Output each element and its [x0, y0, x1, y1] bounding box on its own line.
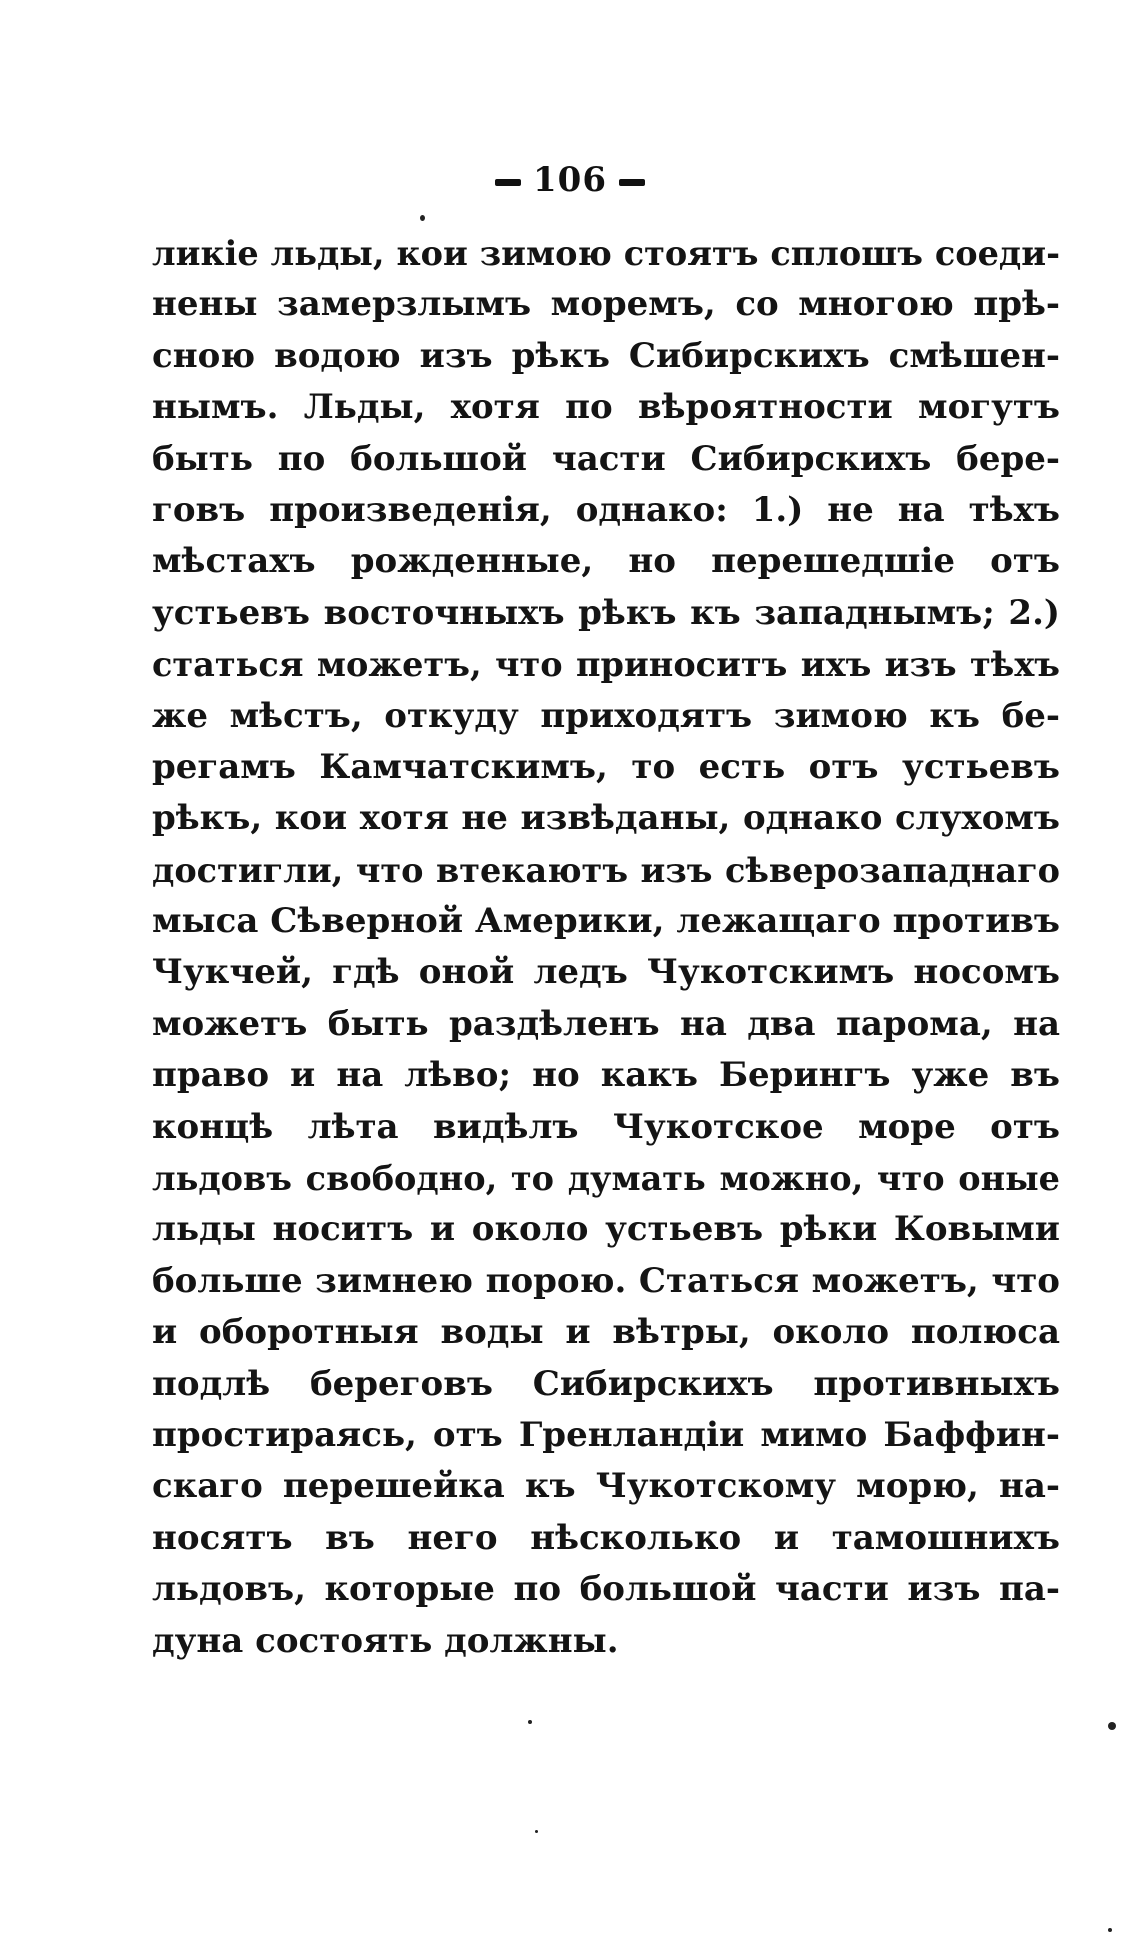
text-line: быть по большой части Сибирскихъ бере-	[152, 438, 1060, 479]
text-line: рѣкъ, кои хотя не извѣданы, однако слухомъ	[152, 798, 1060, 839]
body-text	[152, 228, 1060, 1667]
right-dash	[619, 179, 645, 186]
text-line: Чукчей, гдѣ оной ледъ Чукотскимъ носомъ	[152, 952, 1060, 993]
text-line: льдовъ, которые по большой части изъ па-	[152, 1569, 1060, 1610]
text-line: и оборотныя воды и вѣтры, около полюса	[152, 1312, 1060, 1353]
text-line: мыса Сѣверной Америки, лежащаго противъ	[152, 901, 1060, 942]
text-line: право и на лѣво; но какъ Берингъ уже въ	[152, 1055, 1060, 1096]
text-line: скаго перешейка къ Чукотскому морю, на-	[152, 1466, 1060, 1507]
scan-speck	[1108, 1722, 1116, 1730]
text-line: больше зимнею порою. Статься можетъ, что	[152, 1260, 1060, 1301]
text-line-last: дуна состоять должны.	[152, 1620, 619, 1661]
text-line: достигли, что втекаютъ изъ сѣверозападнаго	[152, 850, 1060, 890]
text-line: мѣстахъ рожденные, но перешедшіе отъ	[152, 541, 1060, 582]
text-line: нымъ. Льды, хотя по вѣроятности могутъ	[152, 387, 1060, 428]
text-line: нены замерзлымъ моремъ, со многою прѣ-	[152, 284, 1060, 325]
text-line: простираясь, отъ Гренландіи мимо Баффин-	[152, 1414, 1060, 1455]
scan-speck	[535, 1830, 538, 1833]
text-line: концѣ лѣта видѣлъ Чукотское море отъ	[152, 1106, 1060, 1147]
text-line: льды носитъ и около устьевъ рѣки Ковыми	[152, 1209, 1060, 1250]
text-line: носятъ въ него нѣсколько и тамошнихъ	[152, 1517, 1060, 1558]
text-line: говъ произведенія, однако: 1.) не на тѣхъ	[152, 489, 1060, 530]
text-line: ликіе льды, кои зимою стоятъ сплошъ соеди-	[152, 234, 1060, 273]
text-line: устьевъ восточныхъ рѣкъ къ западнымъ; 2.)	[152, 592, 1060, 633]
scan-speck	[528, 1720, 532, 1724]
scan-speck	[1108, 1928, 1112, 1932]
text-line: регамъ Камчатскимъ, то есть отъ устьевъ	[152, 746, 1060, 787]
left-dash	[495, 179, 521, 186]
page-number: 106	[533, 160, 607, 200]
scan-speck	[420, 215, 425, 221]
text-line: статься можетъ, что приноситъ ихъ изъ тѣхъ	[152, 645, 1060, 685]
text-line: же мѣстъ, откуду приходятъ зимою къ бе-	[152, 695, 1060, 736]
page-number-header	[0, 160, 1140, 200]
text-line: подлѣ береговъ Сибирскихъ противныхъ	[152, 1363, 1060, 1404]
text-line: сною водою изъ рѣкъ Сибирскихъ смѣшен-	[152, 335, 1060, 376]
text-line: можетъ быть раздѣленъ на два парома, на	[152, 1003, 1060, 1044]
text-line: льдовъ свободно, то думать можно, что оные	[152, 1159, 1060, 1199]
